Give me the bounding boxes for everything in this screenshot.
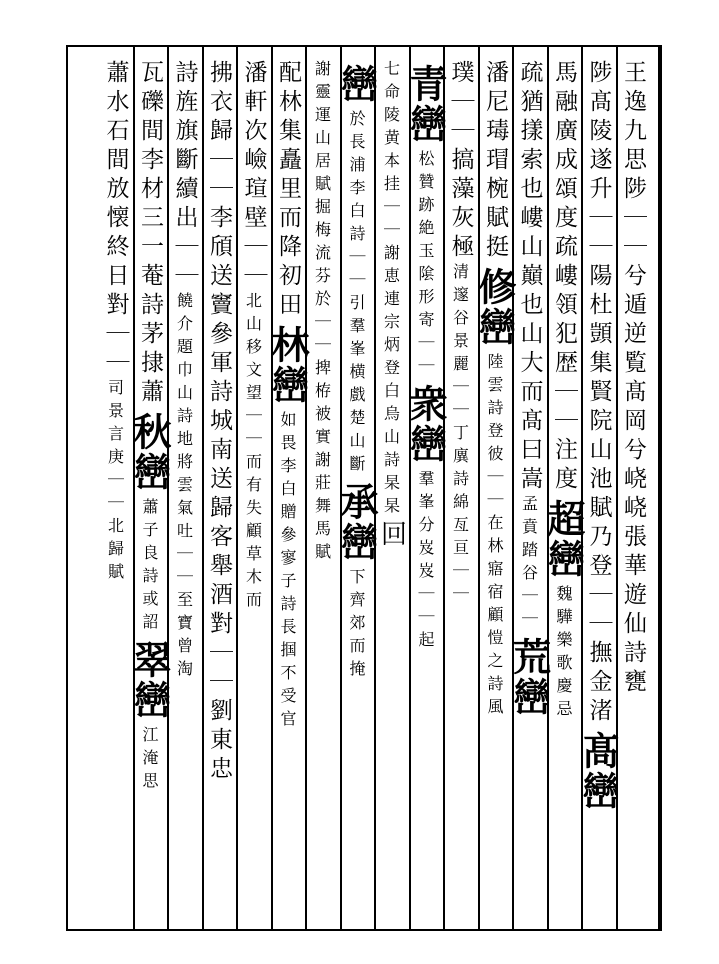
column-text: 北山移文望｜｜而有失顧草木而 [243, 292, 263, 614]
column-text: 下齊郊而掩 [347, 568, 366, 683]
entry-heading: 髙巒 [575, 731, 621, 811]
column-rule [547, 45, 549, 931]
column-rule [409, 45, 411, 931]
column-text: 羣峯分岌岌｜｜起 [416, 470, 435, 654]
column-text: 饒介題巾山詩地將雲氣吐｜｜至寶曾淘 [174, 292, 194, 683]
column-rule [616, 45, 618, 931]
column-rule [271, 45, 273, 931]
column-rule [581, 45, 583, 931]
column-text: 瓦礫間李材三一菴詩茅捸蕭 [137, 60, 163, 408]
text-column [204, 60, 234, 920]
entry-heading: 林巒 [265, 325, 310, 405]
column-rule [443, 45, 445, 931]
column-text: 江淹思 [140, 726, 159, 795]
column-text: 於長浦李白詩｜｜引羣峯横戲楚山斷 [347, 110, 366, 478]
column-text: 潘軒次嶮瑄壁｜｜ [240, 60, 267, 292]
text-column [265, 60, 310, 920]
entry-heading: 翠巒 [127, 640, 172, 720]
entry-heading: 承巒 [334, 482, 379, 562]
entry-heading: 衆巒 [403, 384, 448, 464]
column-text: 清邃谷景麗｜｜丁廙詩綿亙亘｜｜ [450, 263, 470, 608]
text-column [541, 60, 586, 920]
column-rule [340, 45, 342, 931]
column-text: 璞｜｜搞藻灰極 [447, 60, 474, 263]
column-text: 疏猶㨾索也嶁山巔也山大而髙曰嵩 [516, 60, 543, 495]
entry-heading: 荒巒 [506, 637, 552, 717]
column-text: 松贊跡絶玉隂形寄｜｜ [416, 150, 435, 380]
column-text: 如畏李白贈參寥子詩長掴不受官 [278, 411, 297, 733]
text-column [472, 60, 517, 920]
column-text: 陸雲詩登彼｜｜在林寤宿顧愷之詩風 [485, 353, 504, 721]
text-column [403, 60, 448, 920]
column-rule [305, 45, 307, 931]
column-rule [374, 45, 376, 931]
text-column [575, 60, 621, 920]
text-column [101, 60, 131, 920]
text-column [308, 60, 338, 920]
column-text: 王逸九思陟｜｜兮遁逆覧髙岡兮峣峣張華遊仙詩甕 [620, 60, 646, 698]
column-text: 魏驊樂歌慶忌 [554, 585, 573, 723]
column-text: 馬融廣成頌度疏嶁領犯歴｜｜注度 [551, 60, 577, 495]
text-column [446, 60, 476, 920]
column-text: 七命陵黄本挂｜｜謝恵連宗炳登白烏山詩杲杲 [381, 60, 401, 520]
text-column [239, 60, 269, 920]
column-text: 拂衣歸｜｜李頎送竇參軍詩城南送歸客舉酒對｜｜劉東忠 [206, 60, 232, 785]
column-text: 謝靈運山居賦掘梅流芬於｜｜捭栫被實謝莊舞馬賦 [312, 60, 332, 566]
column-rule [133, 45, 135, 931]
column-rule [202, 45, 204, 931]
entry-heading: 超巒 [541, 499, 586, 579]
entry-heading: 修巒 [472, 267, 517, 347]
text-column [127, 60, 172, 920]
column-text: 司景言庚｜｜北歸賦 [105, 379, 125, 586]
text-column [377, 60, 407, 920]
column-rule [512, 45, 514, 931]
column-text: 蕭子良詩或詔 [140, 498, 159, 636]
column-rule [478, 45, 480, 931]
column-text: 孟賁踏谷｜｜ [519, 495, 539, 633]
boxed-character: 回 [376, 520, 407, 552]
column-text: 潘尼瑇瑁椀賦挺 [482, 60, 508, 263]
entry-heading: 青巒 [403, 64, 448, 144]
column-rule [236, 45, 238, 931]
text-column [618, 60, 648, 920]
entry-heading: 秋巒 [127, 412, 172, 492]
column-text: 陟髙陵遂升｜｜陽杜顗集賢院山池賦乃登｜｜撫金渚 [585, 60, 612, 727]
text-column [170, 60, 200, 920]
column-rule [167, 45, 169, 931]
entry-heading: 巒 [334, 64, 379, 104]
column-text: 配林集矗里而降初田 [275, 60, 301, 321]
text-column [506, 60, 552, 920]
text-column [334, 60, 379, 920]
column-text: 蕭水石間放懐終日對｜｜ [102, 60, 129, 379]
column-text: 詩旌旗斷續出｜｜ [171, 60, 198, 292]
